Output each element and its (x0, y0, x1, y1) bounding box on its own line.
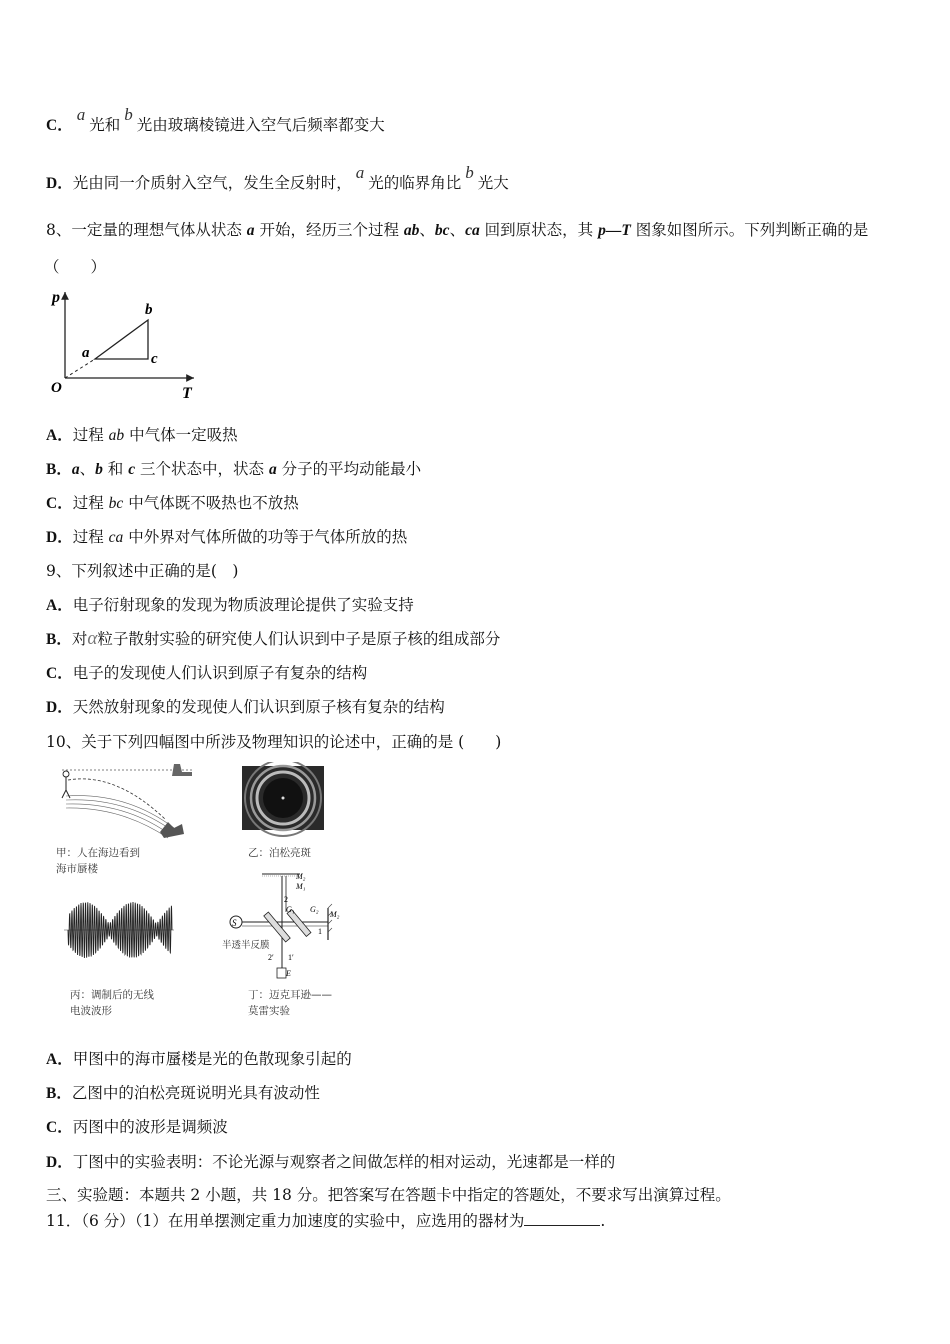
q9-stem: 9、下列叙述中正确的是( ) (46, 562, 239, 580)
cycle-triangle (95, 320, 148, 359)
option-letter: D． (46, 175, 73, 192)
q10-option-c (46, 1116, 228, 1139)
text: 光的临界角比 (368, 174, 462, 192)
fig3-caption-2: 电波波形 (70, 1005, 112, 1017)
pt-graph (44, 284, 204, 404)
symbol-a: a (355, 163, 365, 182)
option-letter: D． (46, 529, 73, 546)
text: 电子衍射现象的发现为物质波理论提供了实验支持 (72, 596, 414, 614)
p-label: p (52, 289, 60, 306)
point-b-label: b (145, 302, 153, 318)
q8-option-c (46, 492, 299, 515)
text: 过程 (72, 494, 109, 512)
q9-option-a (46, 594, 414, 617)
text: 电子的发现使人们认识到原子有复杂的结构 (72, 664, 368, 682)
origin-label: O (51, 380, 62, 396)
text: 丙图中的波形是调频波 (72, 1118, 228, 1136)
q8-option-d (46, 526, 407, 549)
q9-option-b (46, 628, 500, 651)
m2-label: M₂ (296, 872, 306, 881)
ray1p-label: 1′ (288, 953, 294, 962)
q9-option-c (46, 662, 367, 685)
option-letter: C． (46, 1119, 73, 1136)
symbol-a: a (76, 105, 86, 124)
text: 光和 (89, 116, 121, 134)
text: . (600, 1212, 606, 1230)
q9-option-d (46, 696, 445, 719)
t-label: T (182, 385, 192, 402)
text: 、 (449, 221, 466, 239)
fig4-caption-1: 丁：迈克耳逊—— (248, 989, 332, 1001)
q10-option-d (46, 1151, 615, 1174)
figure-mirage (56, 764, 194, 875)
text: 粒子散射实验的研究使人们认识到中子是原子核的组成部分 (97, 630, 501, 648)
option-letter: A． (46, 1051, 73, 1068)
symbol-b: b (124, 105, 133, 124)
figure-michelson (222, 872, 340, 1017)
option-letter: B． (46, 631, 72, 648)
option-letter: C． (46, 117, 73, 134)
q10-figures (56, 762, 356, 1020)
symbol: bc (108, 495, 124, 512)
symbol-alpha: α (87, 628, 98, 649)
fig1-caption-2: 海市蜃楼 (56, 863, 98, 875)
e-label: E (286, 969, 291, 978)
q10-option-b (46, 1082, 320, 1105)
q8-stem (46, 219, 868, 242)
fig3-caption-1: 丙：调制后的无线 (70, 989, 154, 1001)
g1-label: G₁ (286, 905, 295, 914)
option-letter: A． (46, 597, 73, 614)
source-label: S (232, 918, 237, 928)
point-c-label: c (151, 351, 158, 367)
dashed-extension (65, 359, 95, 378)
q11-stem (46, 1210, 605, 1232)
text: 天然放射现象的发现使人们认识到原子核有复杂的结构 (72, 698, 445, 716)
m1-label: M₁ (296, 882, 306, 891)
option-letter: B． (46, 1085, 72, 1102)
film-label: 半透半反膜 (222, 940, 270, 951)
option-letter: A． (46, 427, 73, 444)
symbol: ca (108, 529, 124, 546)
symbol: a (246, 222, 255, 239)
figure-modulated-wave (64, 902, 174, 1017)
answer-blank[interactable] (524, 1210, 600, 1226)
text: 和 (102, 460, 129, 478)
ray2p-label: 2′ (268, 953, 274, 962)
text: 光大 (477, 174, 509, 192)
symbol: a (268, 461, 277, 478)
text: 回到原状态，其 (479, 221, 599, 239)
text: 分子的平均动能最小 (276, 460, 422, 478)
symbol: c (128, 461, 136, 478)
figure-poisson-spot (242, 762, 324, 859)
text: 、 (79, 460, 96, 478)
q7-option-c (46, 105, 385, 137)
q8-option-a (46, 424, 238, 447)
symbol: ab (108, 427, 125, 444)
text: 甲图中的海市蜃楼是光的色散现象引起的 (72, 1050, 352, 1068)
option-letter: B． (46, 461, 72, 478)
symbol-b: b (465, 163, 474, 182)
text: 过程 (72, 528, 109, 546)
symbol: a (71, 461, 80, 478)
point-a-label: a (82, 345, 90, 361)
text: 乙图中的泊松亮斑说明光具有波动性 (71, 1084, 320, 1102)
section-3-heading: 三、实验题：本题共 2 小题，共 18 分。把答案写在答题卡中指定的答题处，不要求写出演算过程。 (46, 1186, 731, 1204)
text: 中气体一定吸热 (124, 426, 238, 444)
text: 三个状态中，状态 (135, 460, 269, 478)
g2-label: G₂ (310, 905, 319, 914)
fig4-caption-2: 莫雷实验 (248, 1005, 290, 1017)
m2b-label: M₂ (330, 910, 340, 919)
text: 光由同一介质射入空气，发生全反射时， (72, 174, 352, 192)
q7-option-d (46, 163, 509, 195)
q8-paren: （ ） (44, 258, 107, 276)
option-letter: D． (46, 1154, 73, 1171)
ray1-label: 1 (318, 927, 322, 936)
symbol: b (95, 461, 103, 478)
text: 开始，经历三个过程 (254, 221, 404, 239)
q10-stem: 10、关于下列四幅图中所涉及物理知识的论述中，正确的是 ( ) (46, 733, 502, 751)
symbol: bc (434, 222, 450, 239)
fig2-caption: 乙：泊松亮斑 (248, 847, 311, 859)
fig1-caption-1: 甲：人在海边看到 (56, 847, 140, 859)
text: 8、一定量的理想气体从状态 (46, 221, 247, 239)
text: 中气体既不吸热也不放热 (123, 494, 299, 512)
text: 11．（6 分）（1）在用单摆测定重力加速度的实验中，应选用的器材为 (46, 1212, 525, 1230)
text: 过程 (72, 426, 109, 444)
text: 、 (419, 221, 435, 239)
symbol: ab (403, 222, 420, 239)
text: 光由玻璃棱镜进入空气后频率都变大 (136, 116, 385, 134)
text: 丁图中的实验表明：不论光源与观察者之间做怎样的相对运动，光速都是一样的 (72, 1153, 616, 1171)
text: 图象如图所示。下列判断正确的是 (630, 221, 869, 239)
ray2-label: 2 (284, 895, 288, 904)
symbol: p—T (598, 222, 631, 239)
q10-option-a (46, 1048, 352, 1071)
option-letter: C． (46, 495, 73, 512)
symbol: ca (465, 222, 480, 239)
option-letter: C． (46, 665, 73, 682)
text: 对 (71, 630, 88, 648)
text: 中外界对气体所做的功等于气体所放的热 (123, 528, 408, 546)
option-letter: D． (46, 699, 73, 716)
q8-option-b (46, 458, 421, 481)
modulated-wave-path (68, 902, 172, 958)
